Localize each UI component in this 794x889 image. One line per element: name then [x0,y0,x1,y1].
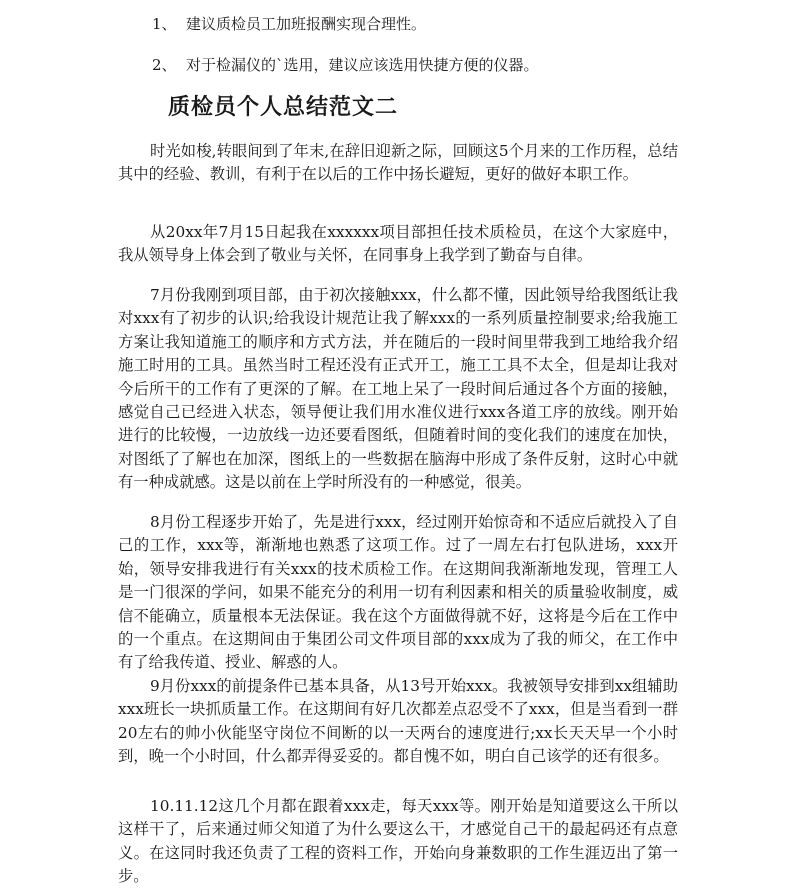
list-number: 2、 [152,56,177,74]
paragraph-intro: 时光如梭,转眼间到了年末,在辞旧迎新之际，回顾这5个月来的工作历程，总结其中的经验、教训，有利于在以后的工作中扬长避短，更好的做好本职工作。 [118,142,678,184]
paragraph-september: 9月份xxx的前提条件已基本具备，从13号开始xxx。我被领导安排到xx组辅助xxx班长一块抓质量工作。在这期间有好几次都差点忍受不了xxx，但是当看到一群20左右的帅小伙能坚守岗位不间断的以一天两台的速度进行;xx长天天早一个小时到，晚一个小时回，什么都弄得妥妥的。都自愧不如，明白自己该学的还有很多。 [118,677,678,766]
list-text: 对于检漏仪的`选用，建议应该选用快捷方便的仪器。 [186,56,539,74]
paragraph-start-date: 从20xx年7月15日起我在xxxxxx项目部担任技术质检员，在这个大家庭中，我从领导身上体会到了敬业与关怀，在同事身上我学到了勤奋与自律。 [118,223,678,265]
list-number: 1、 [152,15,177,33]
paragraph-oct-dec: 10.11.12这几个月都在跟着xxx走，每天xxx等。刚开始是知道要这么干所以这样干了，后来通过师父知道了为什么要这么干，才感觉自己干的最起码还有点意义。在这同时我还负责了工程的资料工作，开始向身兼数职的工作生涯迈出了第一步。 [118,797,678,886]
document-title: 质检员个人总结范文二 [168,94,399,120]
suggestion-item-2 [152,55,539,75]
suggestion-item-1 [152,14,426,34]
list-text: 建议质检员工加班报酬实现合理性。 [186,15,427,33]
paragraph-july: 7月份我刚到项目部，由于初次接触xxx，什么都不懂，因此领导给我图纸让我对xxx有了初步的认识;给我设计规范让我了解xxx的一系列质量控制要求;给我施工方案让我知道施工的顺序和方式方法，并在随后的一段时间里带我到工地给我介绍施工时用的工具。虽然当时工程还没有正式开工，施工工具不太全，但是却让我对今后所干的工作有了更深的了解。在工地上呆了一段时间后通过各个方面的接触，感觉自己已经进入状态，领导便让我们用水准仪进行xxx各道工序的放线。刚开始进行的比较慢，一边放线一边还要看图纸，但随着时间的变化我们的速度在加快，对图纸了了解也在加深，图纸上的一些数据在脑海中形成了条件反射，这时心中就有一种成就感。这是以前在上学时所没有的一种感觉，很美。 [118,286,678,492]
paragraph-august: 8月份工程逐步开始了，先是进行xxx，经过刚开始惊奇和不适应后就投入了自己的工作，xxx等，渐渐地也熟悉了这项工作。过了一周左右打包队进场，xxx开始，领导安排我进行有关xxx的技术质检工作。在这期间我渐渐地发现，管理工人是一门很深的学问，如果不能充分的利用一切有利因素和相关的质量验收制度，威信不能确立，质量根本无法保证。我在这个方面做得就不好，这将是今后在工作中的一个重点。在这期间由于集团公司文件项目部的xxx成为了我的师父，在工作中有了给我传道、授业、解惑的人。 [118,513,678,672]
